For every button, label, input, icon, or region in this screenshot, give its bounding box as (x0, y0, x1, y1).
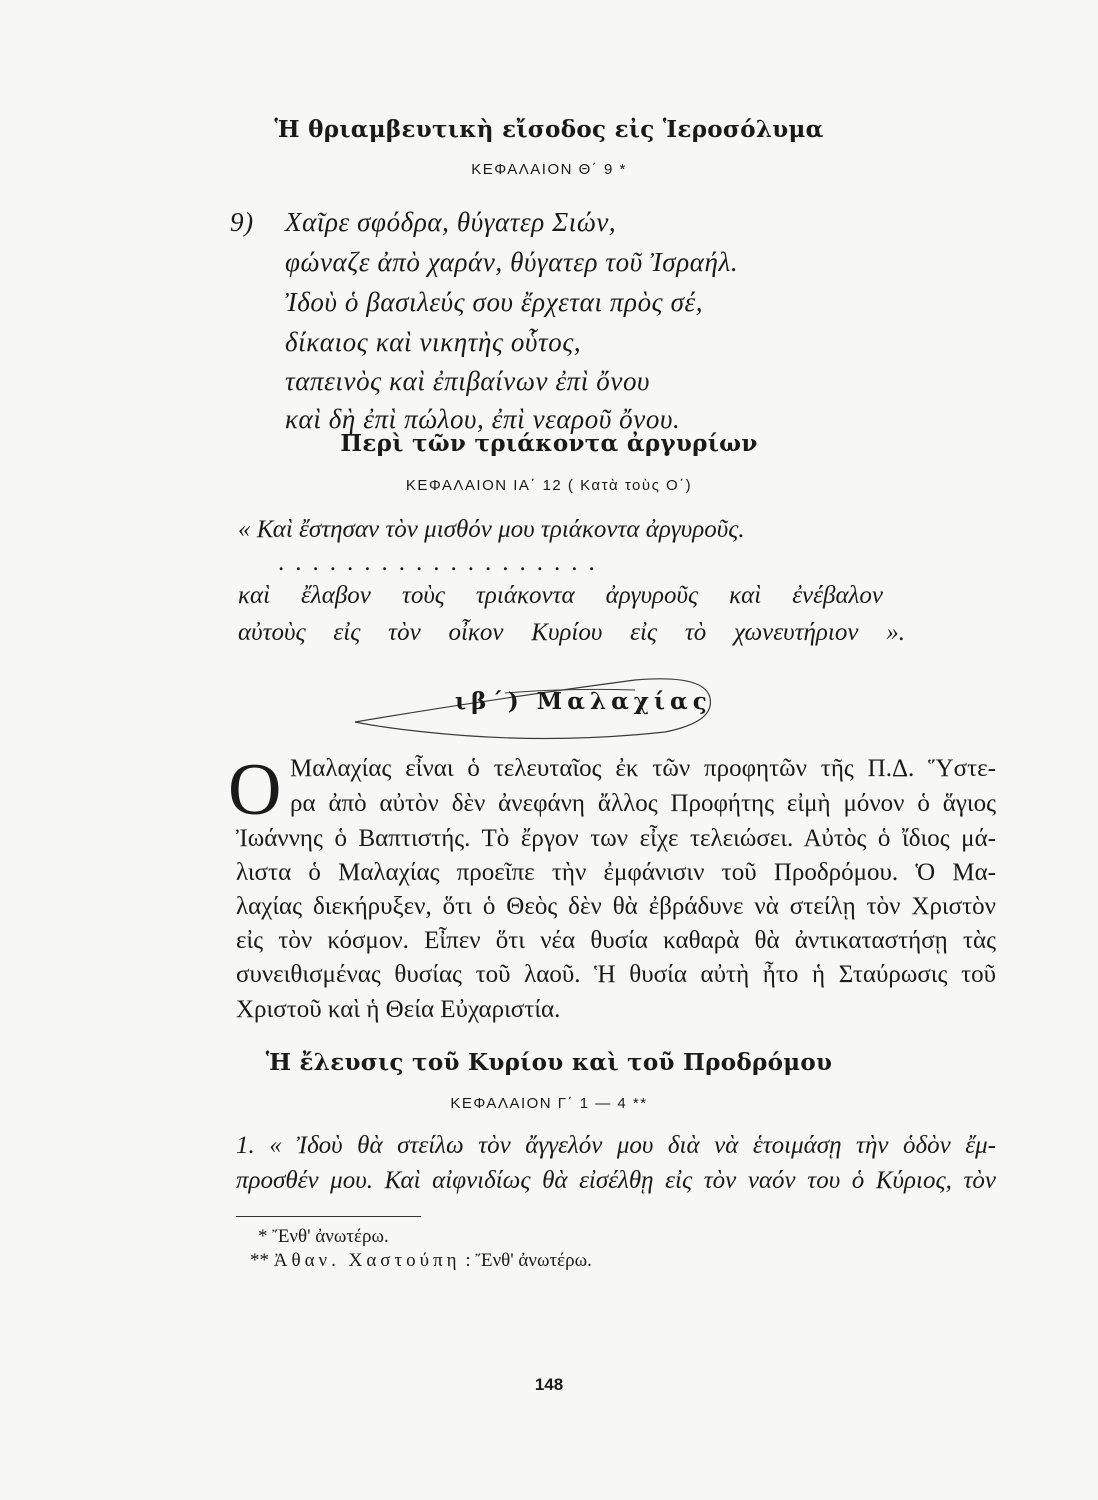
malachi-line-8: Χριστοῦ καὶ ἡ Θεία Εὐχαριστία. (236, 996, 561, 1023)
malachi-line-4: λιστα ὁ Μαλαχίας προεῖπε τὴν ἐμφάνισιν τοῦ Προδρόμου. Ὁ Μα- (236, 859, 996, 886)
poem-line-3: Ἰδοὺ ὁ βασιλεύς σου ἔρχεται πρὸς σέ, (285, 287, 704, 317)
malachi-line-1: Μαλαχίας εἶναι ὁ τελευταῖος ἐκ τῶν προφητῶν τῆς Π.Δ. Ὕστε- (290, 755, 996, 782)
verse-number: 9) (230, 207, 254, 237)
malachi-line-6: εἰς τὸν κόσμον. Εἶπεν ὅτι νέα θυσία καθαρὰ θὰ ἀντικαταστήσῃ τὰς (236, 927, 996, 954)
footnote-1: * Ἔνθ' ἀνωτέρω. (258, 1226, 389, 1247)
poem-line-2: φώναζε ἀπὸ χαράν, θύγατερ τοῦ Ἰσραήλ. (285, 247, 739, 277)
malachi-line-2: ρα ἀπὸ αὐτὸν δὲν ἀνεφάνη ἄλλος Προφήτης εἰμὴ μόνον ὁ ἅγιος (290, 790, 996, 817)
section-title-coming: Ἡ ἔλευσις τοῦ Κυρίου καὶ τοῦ Προδρόμου (265, 1049, 833, 1076)
poem-line-5: ταπεινὸς καὶ ἐπιβαίνων ἐπὶ ὄνου (285, 366, 651, 396)
chapter-label-3: ΚΕΦΑΛΑΙΟΝ Γ΄ 1 — 4 ** (450, 1095, 648, 1112)
footnote-rule (236, 1216, 421, 1217)
silver-line-1: « Καὶ ἔστησαν τὸν μισθόν μου τριάκοντα ἀργυροῦς. (238, 516, 745, 543)
drop-cap: Ο (228, 749, 282, 831)
silver-line-3: αὐτοὺς εἰς τὸν οἶκον Κυρίου εἰς τὸ χωνευτήριον ». (238, 619, 905, 646)
section-title-malachi: ιβ΄) Μαλαχίας (455, 688, 712, 715)
poem-line-6: καὶ δὴ ἐπὶ πώλου, ἐπὶ νεαροῦ ὄνου. (285, 404, 681, 434)
chapter-label-11: ΚΕΦΑΛΑΙΟΝ ΙΑ΄ 12 ( Κατὰ τοὺς Ο΄) (405, 477, 693, 494)
footnote-2-author: Ἀθαν. Χαστούπη (273, 1250, 461, 1271)
coming-line-2: προσθέν μου. Καὶ αἰφνιδίως θὰ εἰσέλθῃ εἰς τὸν ναόν του ὁ Κύριος, τὸν (236, 1167, 996, 1194)
coming-line-1: 1. « Ἰδοὺ θὰ στείλω τὸν ἄγγελόν μου διὰ νὰ ἑτοιμάσῃ τὴν ὁδὸν ἔμ- (236, 1132, 996, 1159)
silver-line-2: καὶ ἔλαβον τοὺς τριάκοντα ἀργυροῦς καὶ ἐνέβαλον (238, 582, 883, 609)
footnote-2-rest: : Ἔνθ' ἀνωτέρω. (465, 1250, 592, 1271)
poem-line-4: δίκαιος καὶ νικητὴς οὗτος, (285, 327, 582, 357)
chapter-label-9: ΚΕΦΑΛΑΙΟΝ Θ΄ 9 * (471, 161, 627, 178)
section-title-entry: Ἡ θριαμβευτικὴ εἴσοδος εἰς Ἱεροσόλυμα (274, 116, 824, 143)
page-number: 148 (534, 1375, 564, 1394)
malachi-line-7: συνειθισμένας θυσίας τοῦ λαοῦ. Ἡ θυσία αὐτὴ ἦτο ἡ Σταύρωσις τοῦ (236, 961, 996, 988)
footnote-2 (250, 1250, 592, 1272)
malachi-line-3: Ἰωάννης ὁ Βαπτιστής. Τὸ ἔργον των εἶχε τελειώσει. Αὐτὸς ὁ ἴδιος μά- (236, 825, 996, 852)
poem-line-1: Χαῖρε σφόδρα, θύγατερ Σιών, (285, 207, 617, 237)
ellipsis-dots: ................... (278, 549, 606, 576)
footnote-2-marker: ** (250, 1250, 269, 1271)
section-title-silver: Περὶ τῶν τριάκοντα ἀργυρίων (340, 430, 758, 457)
malachi-line-5: λαχίας διεκήρυξεν, ὅτι ὁ Θεὸς δὲν θὰ ἐβράδυνε νὰ στείλῃ τὸν Χριστὸν (236, 893, 996, 920)
